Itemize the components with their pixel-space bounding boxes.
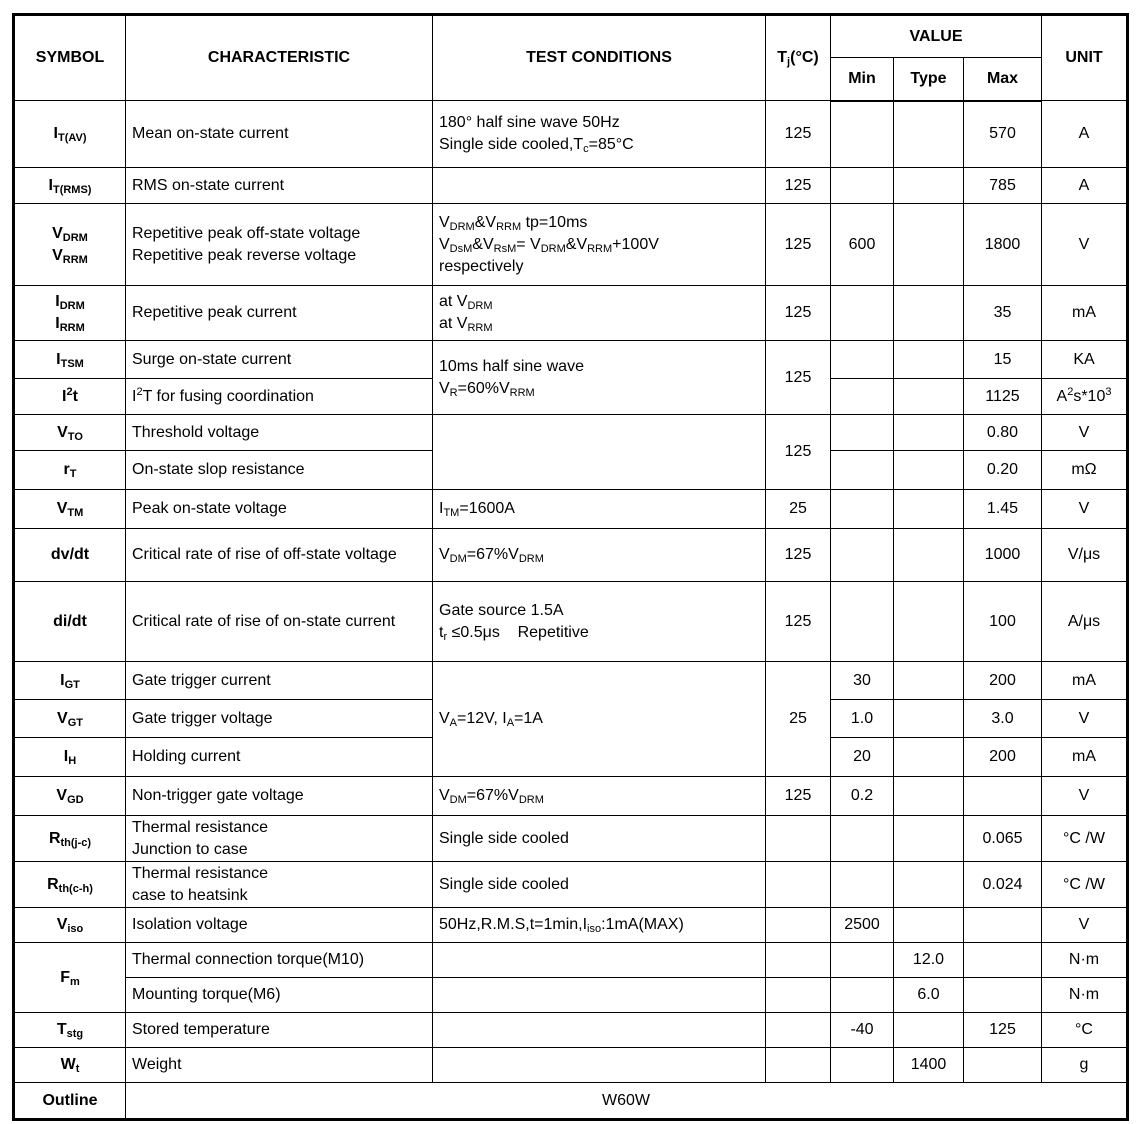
symbol-cell: $V_{GT}$ [14, 700, 126, 738]
characteristic-cell: Isolation voltage [126, 908, 433, 943]
table-row [14, 101, 1128, 168]
tj-cell: 125 [766, 168, 831, 204]
unit-cell: V [1042, 415, 1128, 451]
tj-cell: 125 [766, 582, 831, 662]
symbol-cell: $V_{TM}$ [14, 490, 126, 529]
condition-cell: $V_A=12V$, $I_A=1A$ [433, 662, 766, 777]
table-row [14, 908, 1128, 943]
symbol-cell: $V_{GD}$ [14, 777, 126, 816]
characteristic-cell: Thermal resistance case to heatsink [126, 862, 433, 908]
unit-cell: mA [1042, 662, 1128, 700]
max-cell: 1800 [964, 204, 1042, 286]
unit-cell: A [1042, 101, 1128, 168]
characteristic-cell: $I^2T$ for fusing coordination [126, 379, 433, 415]
max-cell: 200 [964, 738, 1042, 777]
condition-cell: Gate source 1.5A $t_r \le 0.5\mu s$ Repetitive [433, 582, 766, 662]
min-cell: 600 [831, 204, 894, 286]
symbol-cell: $V_{iso}$ [14, 908, 126, 943]
header-symbol: SYMBOL [14, 15, 126, 101]
symbol-cell: $I_{T(AV)}$ [14, 101, 126, 168]
symbol-cell: $V_{TO}$ [14, 415, 126, 451]
unit-cell: V [1042, 908, 1128, 943]
symbol-cell: $I_{DRM}$ $I_{RRM}$ [14, 286, 126, 341]
table-row [14, 490, 1128, 529]
condition-cell: 10ms half sine wave $V_R=60\%V_{RRM}$ [433, 341, 766, 415]
condition-cell: $50Hz,R.M.S,t=1\min,I_{iso}:1mA(MAX)$ [433, 908, 766, 943]
table-row [14, 286, 1128, 341]
max-cell: 1125 [964, 379, 1042, 415]
table-row [14, 978, 1128, 1013]
symbol-cell: $W_t$ [14, 1048, 126, 1083]
unit-cell: KA [1042, 341, 1128, 379]
unit-cell: V [1042, 777, 1128, 816]
symbol-cell: $I_{GT}$ [14, 662, 126, 700]
unit-cell: mΩ [1042, 451, 1128, 490]
condition-cell: at $V_{DRM}$ at $V_{RRM}$ [433, 286, 766, 341]
symbol-cell: dv/dt [14, 529, 126, 582]
unit-cell: °C /W [1042, 862, 1128, 908]
characteristic-cell: Threshold voltage [126, 415, 433, 451]
unit-cell: N·m [1042, 943, 1128, 978]
characteristic-cell: Thermal connection torque(M10) [126, 943, 433, 978]
symbol-cell: $V_{DRM}$ $V_{RRM}$ [14, 204, 126, 286]
characteristic-cell: Critical rate of rise of off-state voltage [126, 529, 433, 582]
unit-cell: A/μs [1042, 582, 1128, 662]
table-row [14, 816, 1128, 862]
min-cell: 0.2 [831, 777, 894, 816]
symbol-cell: $I_{T(RMS)}$ [14, 168, 126, 204]
condition-cell: $I_{TM}=1600A$ [433, 490, 766, 529]
min-cell: 2500 [831, 908, 894, 943]
table-row [14, 777, 1128, 816]
unit-cell: g [1042, 1048, 1128, 1083]
max-cell: 0.065 [964, 816, 1042, 862]
characteristic-cell: Mean on-state current [126, 101, 433, 168]
max-cell: 3.0 [964, 700, 1042, 738]
symbol-cell: $R_{th(j-c)}$ [14, 816, 126, 862]
condition-cell: 180° half sine wave 50Hz Single side $cooled,T_c=85^\circ C$ [433, 101, 766, 168]
min-cell: -40 [831, 1013, 894, 1048]
max-cell: 785 [964, 168, 1042, 204]
unit-cell: A [1042, 168, 1128, 204]
symbol-cell: $F_m$ [14, 943, 126, 1013]
unit-cell: °C /W [1042, 816, 1128, 862]
max-cell: 1000 [964, 529, 1042, 582]
characteristic-cell: Stored temperature [126, 1013, 433, 1048]
table-row [14, 168, 1128, 204]
symbol-cell: $I^2t$ [14, 379, 126, 415]
tj-cell: 125 [766, 529, 831, 582]
header-value: VALUE [831, 15, 1042, 58]
condition-cell: Single side cooled [433, 862, 766, 908]
symbol-cell: $I_{TSM}$ [14, 341, 126, 379]
max-cell: 35 [964, 286, 1042, 341]
table-row [14, 943, 1128, 978]
header-characteristic: CHARACTERISTIC [126, 15, 433, 101]
condition-cell: $V_{DRM}\&V_{RRM}$ tp=10ms $V_{DsM}\&V_{RsM}=$ $V_{DRM}\&V_{RRM}+100V$ respectively [433, 204, 766, 286]
table-row [14, 1048, 1128, 1083]
header-test-conditions: TEST CONDITIONS [433, 15, 766, 101]
table-row [14, 662, 1128, 700]
unit-cell: mA [1042, 286, 1128, 341]
tj-cell: 125 [766, 341, 831, 415]
header-unit: UNIT [1042, 15, 1128, 101]
unit-cell: V [1042, 204, 1128, 286]
max-cell: 15 [964, 341, 1042, 379]
characteristic-cell: Non-trigger gate voltage [126, 777, 433, 816]
table-row [14, 204, 1128, 286]
header-row [14, 15, 1128, 58]
outline-value: W60W [126, 1083, 1128, 1120]
max-cell: 125 [964, 1013, 1042, 1048]
table-row [14, 1013, 1128, 1048]
condition-cell: $V_{DM}=67\%V_{DRM}$ [433, 529, 766, 582]
symbol-cell: $r_T$ [14, 451, 126, 490]
header-type: Type [894, 58, 964, 101]
characteristic-cell: Mounting torque(M6) [126, 978, 433, 1013]
unit-cell: mA [1042, 738, 1128, 777]
header-tj: $T_j(^\circ C)$ [766, 15, 831, 101]
unit-cell: °C [1042, 1013, 1128, 1048]
min-cell: 1.0 [831, 700, 894, 738]
type-cell: 12.0 [894, 943, 964, 978]
condition-cell: Single side cooled [433, 816, 766, 862]
unit-cell: $A^2s*10^3$ [1042, 379, 1128, 415]
tj-cell: 125 [766, 415, 831, 490]
header-min: Min [831, 58, 894, 101]
characteristic-cell: Gate trigger current [126, 662, 433, 700]
unit-cell: N·m [1042, 978, 1128, 1013]
max-cell: 1.45 [964, 490, 1042, 529]
symbol-cell: di/dt [14, 582, 126, 662]
characteristic-cell: Holding current [126, 738, 433, 777]
characteristic-cell: Repetitive peak current [126, 286, 433, 341]
unit-cell: V [1042, 700, 1128, 738]
outline-label: Outline [14, 1083, 126, 1120]
spec-table [12, 13, 1129, 1121]
tj-cell: 125 [766, 101, 831, 168]
max-cell: 100 [964, 582, 1042, 662]
characteristic-cell: RMS on-state current [126, 168, 433, 204]
max-cell: 200 [964, 662, 1042, 700]
characteristic-cell: Peak on-state voltage [126, 490, 433, 529]
characteristic-cell: Critical rate of rise of on-state current [126, 582, 433, 662]
characteristic-cell: Thermal resistance Junction to case [126, 816, 433, 862]
table-row [14, 582, 1128, 662]
unit-cell: V/μs [1042, 529, 1128, 582]
tj-cell: 125 [766, 204, 831, 286]
symbol-cell: $T_{stg}$ [14, 1013, 126, 1048]
characteristic-cell: On-state slop resistance [126, 451, 433, 490]
tj-cell: 125 [766, 777, 831, 816]
symbol-cell: $R_{th(c-h)}$ [14, 862, 126, 908]
table-row [14, 1083, 1128, 1120]
symbol-cell: $I_H$ [14, 738, 126, 777]
tj-cell: 25 [766, 662, 831, 777]
table-row [14, 341, 1128, 379]
unit-cell: V [1042, 490, 1128, 529]
characteristic-cell: Gate trigger voltage [126, 700, 433, 738]
type-cell: 1400 [894, 1048, 964, 1083]
min-cell: 30 [831, 662, 894, 700]
characteristic-cell: Weight [126, 1048, 433, 1083]
header-max: Max [964, 58, 1042, 101]
min-cell: 20 [831, 738, 894, 777]
table-row [14, 862, 1128, 908]
type-cell: 6.0 [894, 978, 964, 1013]
characteristic-cell: Surge on-state current [126, 341, 433, 379]
max-cell: 570 [964, 101, 1042, 168]
max-cell: 0.20 [964, 451, 1042, 490]
tj-cell: 125 [766, 286, 831, 341]
tj-cell: 25 [766, 490, 831, 529]
condition-cell: $V_{DM}=67\%V_{DRM}$ [433, 777, 766, 816]
max-cell: 0.024 [964, 862, 1042, 908]
table-row [14, 529, 1128, 582]
table-row [14, 415, 1128, 451]
characteristic-cell: Repetitive peak off-state voltage Repetitive peak reverse voltage [126, 204, 433, 286]
max-cell: 0.80 [964, 415, 1042, 451]
